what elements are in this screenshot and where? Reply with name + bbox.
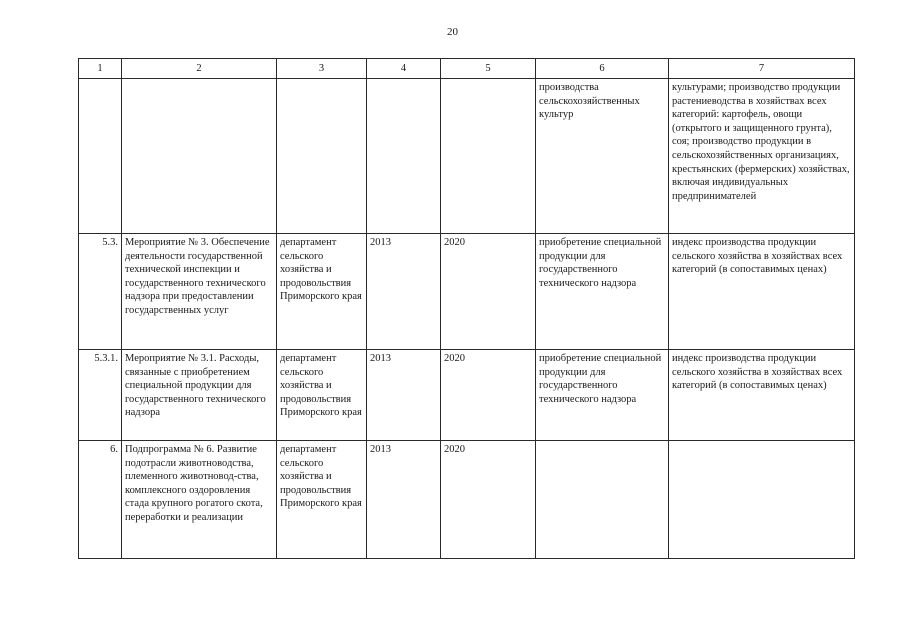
executor: департамент сельского хозяйства и продовольствия Приморского края	[277, 350, 367, 441]
column-header-3: 3	[277, 59, 367, 79]
end-year: 2020	[441, 350, 536, 441]
column-header-6: 6	[536, 59, 669, 79]
end-year: 2020	[441, 234, 536, 350]
end-year	[441, 79, 536, 234]
start-year: 2013	[367, 234, 441, 350]
target-indicator	[669, 441, 855, 559]
measure-name	[122, 79, 277, 234]
page-number: 20	[447, 26, 458, 38]
expected-result: приобретение специальной продукции для государственного технического надзора	[536, 234, 669, 350]
executor: департамент сельского хозяйства и продовольствия Приморского края	[277, 441, 367, 559]
program-table	[78, 58, 855, 559]
table-row	[79, 441, 855, 559]
table-row	[79, 234, 855, 350]
executor: департамент сельского хозяйства и продовольствия Приморского края	[277, 234, 367, 350]
expected-result: приобретение специальной продукции для государственного технического надзора	[536, 350, 669, 441]
table-row	[79, 350, 855, 441]
expected-result	[536, 441, 669, 559]
start-year	[367, 79, 441, 234]
table-row	[79, 79, 855, 234]
row-number: 5.3.1.	[79, 350, 122, 441]
row-number	[79, 79, 122, 234]
row-number: 5.3.	[79, 234, 122, 350]
row-number: 6.	[79, 441, 122, 559]
column-header-5: 5	[441, 59, 536, 79]
end-year: 2020	[441, 441, 536, 559]
target-indicator: индекс производства продукции сельского хозяйства в хозяйствах всех категорий (в сопоставимых ценах)	[669, 350, 855, 441]
expected-result: производства сельскохозяйственных культур	[536, 79, 669, 234]
target-indicator: культурами; производство продукции растениеводства в хозяйствах всех категорий: картофель, овощи (открытого и защищенного грунта), соя; производство продукции в сельскохозяйственных организациях, крестьянских (фермерских) хозяйствах, включая индивидуальных предпринимателей	[669, 79, 855, 234]
target-indicator: индекс производства продукции сельского хозяйства в хозяйствах всех категорий (в сопоставимых ценах)	[669, 234, 855, 350]
column-header-1: 1	[79, 59, 122, 79]
start-year: 2013	[367, 350, 441, 441]
column-header-4: 4	[367, 59, 441, 79]
measure-name: Мероприятие № 3.1. Расходы, связанные с приобретением специальной продукции для государственного технического надзора	[122, 350, 277, 441]
header-row	[79, 59, 855, 79]
column-header-7: 7	[669, 59, 855, 79]
measure-name: Мероприятие № 3. Обеспечение деятельности государственной технической инспекции и государственного технического надзора при предоставлении государственных услуг	[122, 234, 277, 350]
measure-name: Подпрограмма № 6. Развитие подотрасли животноводства, племенного животновод-ства, комплексного оздоровления стада крупного рогатого скота, переработки и реализации	[122, 441, 277, 559]
start-year: 2013	[367, 441, 441, 559]
executor	[277, 79, 367, 234]
column-header-2: 2	[122, 59, 277, 79]
